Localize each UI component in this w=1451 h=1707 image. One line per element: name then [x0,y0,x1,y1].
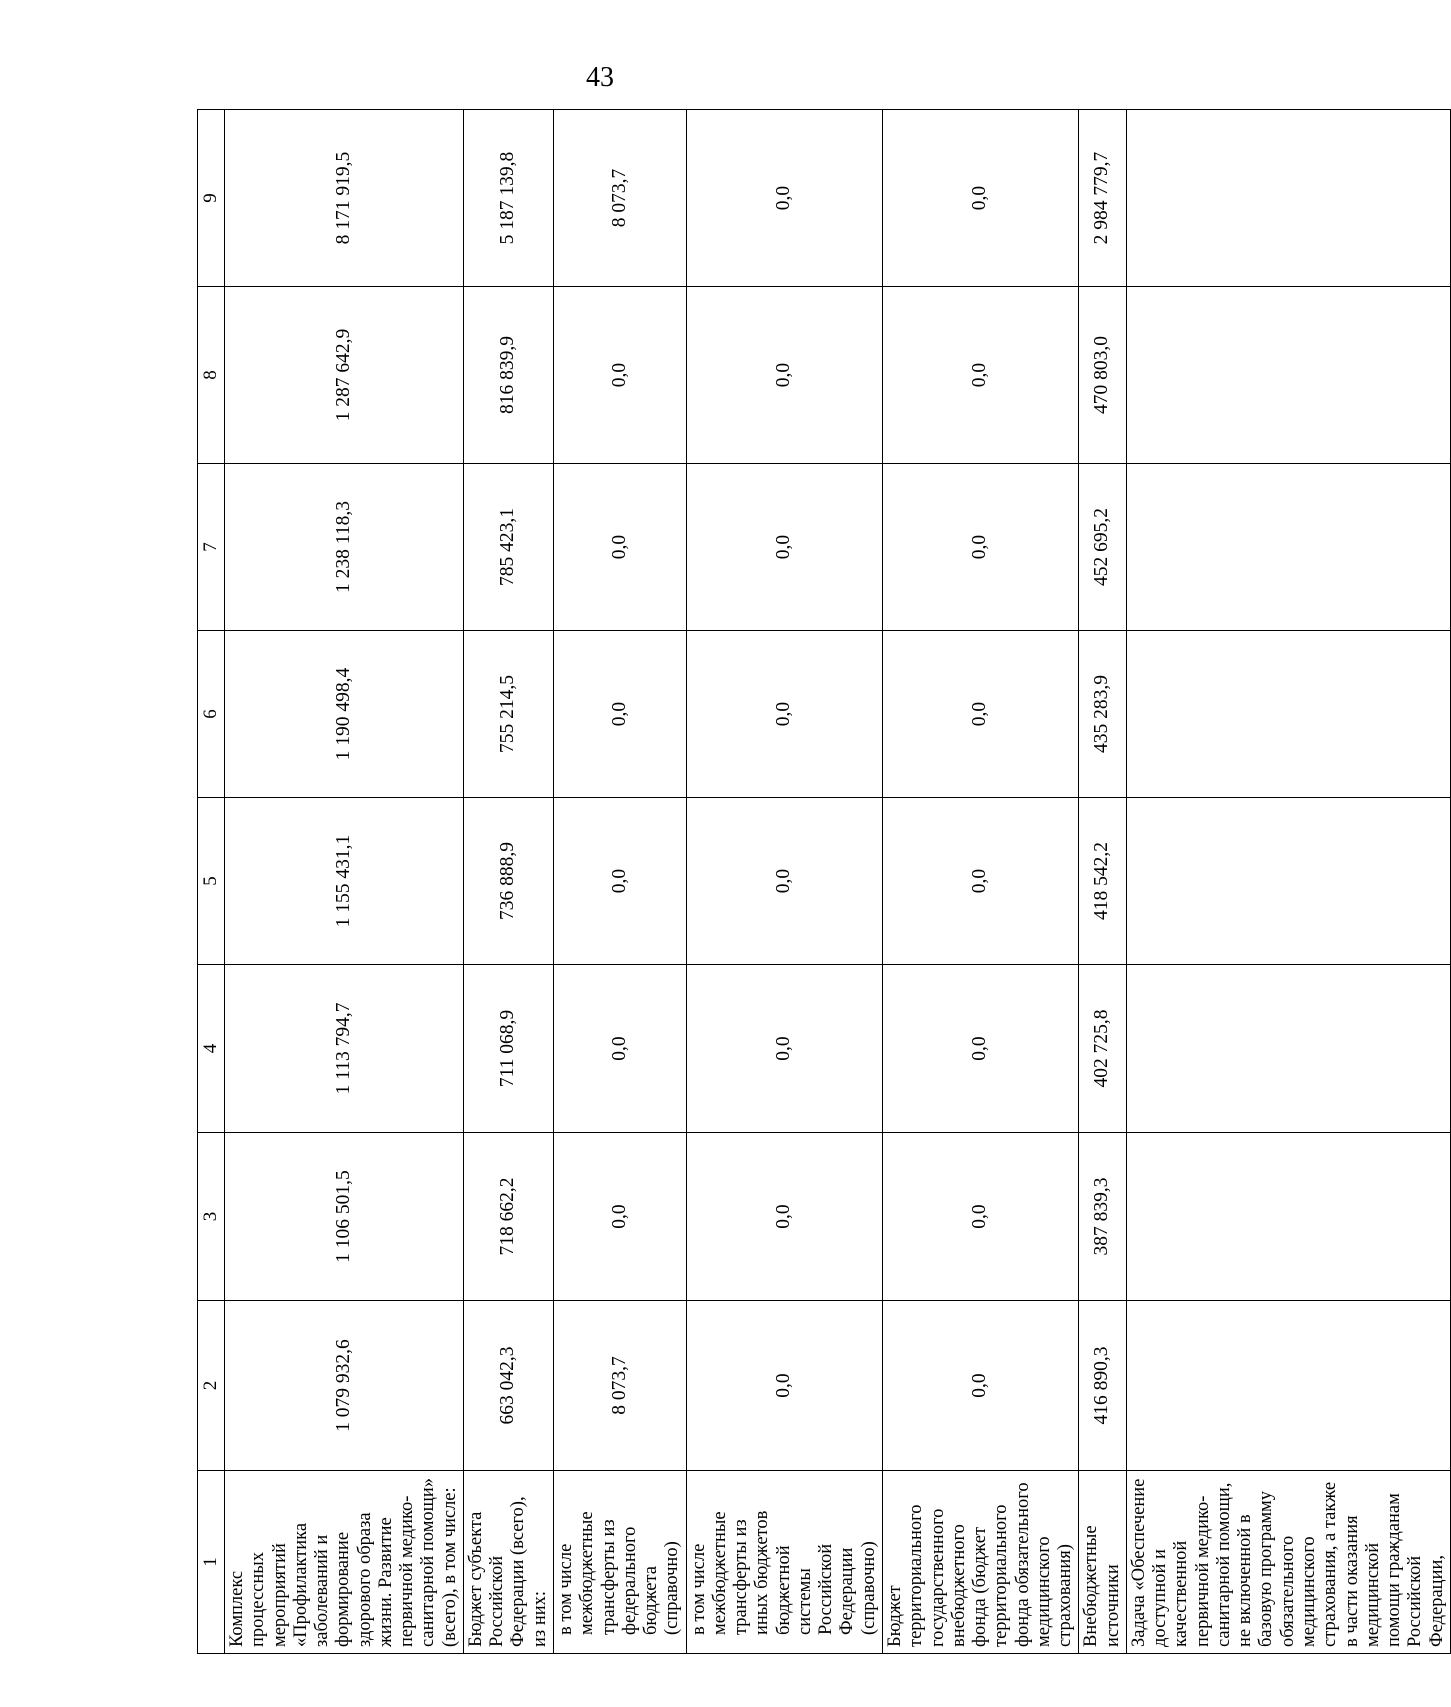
value-cell: 0,0 [686,965,882,1133]
row-label: Комплекс процессных мероприятий «Профилактика заболеваний и формирование здорового образа жизни. Развитие первичной медико-санитарной помощи» (всего), в том числе: [225,1471,464,1654]
value-cell: 0,0 [553,287,686,464]
table-row [553,110,686,1654]
header-cell: 8 [198,287,225,464]
value-cell: 416 890,3 [1079,1301,1127,1471]
value-cell: 0,0 [686,1301,882,1471]
value-cell: 711 068,9 [463,965,553,1133]
value-cell: 0,0 [882,464,1078,631]
value-cell [1126,631,1450,798]
value-cell: 0,0 [686,631,882,798]
table-row [686,110,882,1654]
value-cell: 1 106 501,5 [225,1133,464,1301]
value-cell: 0,0 [686,1133,882,1301]
header-cell: 5 [198,798,225,965]
table-row [463,110,553,1654]
value-cell: 387 839,3 [1079,1133,1127,1301]
row-label: Бюджет субъекта Российской Федерации (всего), из них: [463,1471,553,1654]
value-cell: 663 042,3 [463,1301,553,1471]
header-cell: 6 [198,631,225,798]
value-cell: 755 214,5 [463,631,553,798]
value-cell: 0,0 [882,110,1078,287]
header-cell: 7 [198,464,225,631]
row-label: Задача «Обеспечение доступной и качественной первичной медико-санитарной помощи, не включенной в базовую программу обязательного медицинского страхования, а также в части оказания медицинской помощи гражданам Российской Федерации, [1126,1471,1450,1654]
row-label: в том числе межбюджетные трансферты из иных бюджетов бюджетной системы Российской Федерации (справочно) [686,1471,882,1654]
header-cell: 9 [198,110,225,287]
value-cell [1126,110,1450,287]
value-cell: 1 287 642,9 [225,287,464,464]
value-cell: 0,0 [553,631,686,798]
table-row [882,110,1078,1654]
value-cell: 0,0 [882,965,1078,1133]
value-cell: 0,0 [553,1133,686,1301]
value-cell: 0,0 [882,1301,1078,1471]
value-cell: 1 079 932,6 [225,1301,464,1471]
value-cell: 736 888,9 [463,798,553,965]
value-cell: 5 187 139,8 [463,110,553,287]
table-row [225,110,464,1654]
value-cell [1126,287,1450,464]
table-row [1079,110,1127,1654]
table-row [1126,110,1450,1654]
value-cell: 0,0 [553,798,686,965]
header-cell: 3 [198,1133,225,1301]
value-cell: 435 283,9 [1079,631,1127,798]
value-cell: 0,0 [686,798,882,965]
value-cell: 0,0 [882,1133,1078,1301]
row-label: Внебюджетные источники [1079,1471,1127,1654]
value-cell: 0,0 [882,287,1078,464]
value-cell: 418 542,2 [1079,798,1127,965]
value-cell: 1 190 498,4 [225,631,464,798]
value-cell: 0,0 [882,798,1078,965]
budget-table [197,109,1451,1654]
row-label: Бюджет территориального государственного внебюджетного фонда (бюджет территориального фонда обязательного медицинского страхования) [882,1471,1078,1654]
value-cell [1126,965,1450,1133]
value-cell: 8 073,7 [553,1301,686,1471]
header-cell: 2 [198,1301,225,1471]
page-number: 43 [586,62,614,93]
value-cell: 1 238 118,3 [225,464,464,631]
header-row [198,110,225,1654]
value-cell: 1 113 794,7 [225,965,464,1133]
row-label: в том числе межбюджетные трансферты из федерального бюджета (справочно) [553,1471,686,1654]
value-cell: 0,0 [553,464,686,631]
value-cell: 8 171 919,5 [225,110,464,287]
value-cell: 0,0 [686,110,882,287]
value-cell: 8 073,7 [553,110,686,287]
value-cell: 0,0 [882,631,1078,798]
value-cell: 816 839,9 [463,287,553,464]
value-cell: 470 803,0 [1079,287,1127,464]
value-cell: 785 423,1 [463,464,553,631]
value-cell: 0,0 [686,287,882,464]
value-cell: 0,0 [686,464,882,631]
value-cell [1126,798,1450,965]
value-cell: 0,0 [553,965,686,1133]
value-cell [1126,1133,1450,1301]
value-cell: 2 984 779,7 [1079,110,1127,287]
header-cell: 1 [198,1471,225,1654]
value-cell: 402 725,8 [1079,965,1127,1133]
rotated-table-wrapper [197,110,1447,1654]
header-cell: 4 [198,965,225,1133]
value-cell: 718 662,2 [463,1133,553,1301]
value-cell: 452 695,2 [1079,464,1127,631]
value-cell: 1 155 431,1 [225,798,464,965]
value-cell [1126,464,1450,631]
value-cell [1126,1301,1450,1471]
